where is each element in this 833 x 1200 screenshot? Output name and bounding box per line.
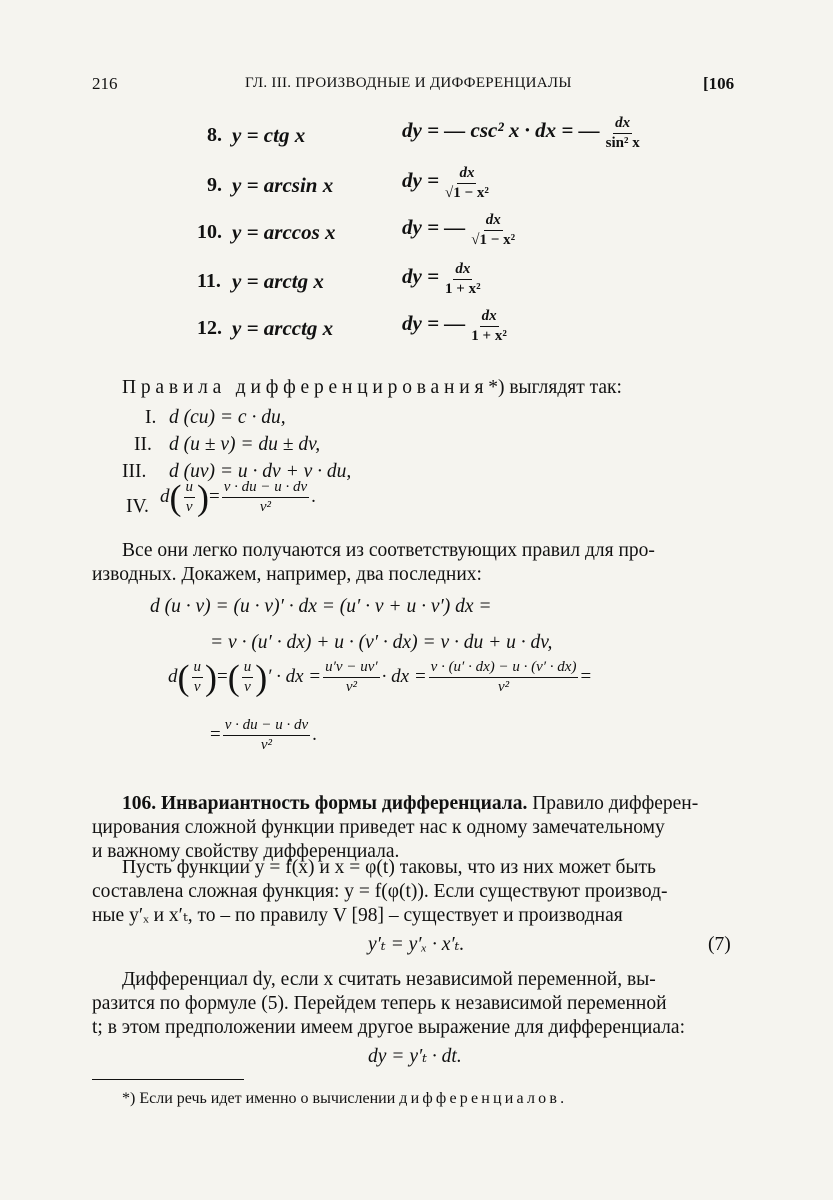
rule-formula: d (u ± v) = du ± dv, (169, 434, 321, 455)
frac-denominator: v (244, 679, 251, 695)
prime-dx: ′ · dx = (267, 665, 322, 687)
paragraph-line: изводных. Докажем, например, два последних: (92, 564, 482, 585)
table-row-number: 12. (197, 317, 222, 339)
frac-numerator: v · (u′ · dx) − u · (v′ · dx) (429, 660, 579, 678)
rule-roman: IV. (126, 496, 149, 517)
paragraph-line: разится по формуле (5). Перейдем теперь к независимой переменной (92, 993, 667, 1014)
rule-formula: d (uv) = u · dv + v · du, (169, 461, 352, 482)
frac-numerator: dx (480, 309, 499, 327)
table-row-number: 9. (207, 174, 222, 196)
d-symbol: d (168, 665, 178, 687)
rules-intro-spaced: Правила дифференцирования (122, 377, 489, 398)
frac-numerator: dx (457, 166, 476, 184)
frac-denominator: √1 − x² (471, 232, 516, 248)
frac-numerator: v · du − u · dv (222, 480, 309, 498)
section-ref: [106 (703, 74, 735, 93)
end-period: . (311, 485, 316, 507)
rule-roman: II. (134, 434, 152, 455)
equals: = (210, 723, 221, 745)
table-row-differential (402, 262, 483, 297)
table-row-function: y = arctg x (232, 269, 324, 293)
frac-denominator: v² (260, 737, 273, 753)
frac-denominator: v (185, 499, 193, 515)
dx-equals: · dx = (381, 665, 427, 687)
table-row-function: y = arcctg x (232, 316, 334, 340)
table-row-function: y = arcsin x (232, 173, 334, 197)
section-heading: 106. Инвариантность формы дифференциала. (122, 793, 528, 814)
frac-denominator: 1 + x² (471, 328, 507, 344)
diff-prefix: dy = — csc² x · dx = — (402, 118, 600, 143)
frac-denominator: v² (345, 679, 357, 695)
equation-7: y′ₜ = y′ₓ · x′ₜ. (368, 934, 465, 955)
footnote-rule (92, 1079, 244, 1080)
equation-number: (7) (708, 934, 731, 955)
table-row-function: y = ctg x (232, 123, 306, 147)
diff-prefix: dy = (402, 264, 440, 289)
paragraph-line: и важному свойству дифференциала. (92, 841, 400, 862)
frac-numerator: u (242, 660, 254, 678)
paragraph-line: составлена сложная функция: y = f(φ(t)). Если существуют производ- (92, 881, 668, 902)
table-row-number: 8. (207, 124, 222, 146)
rule-iv-formula: d( $\frac{u}{v}$ )= $\frac{v \cdot du - u \cdot dv}{\text{v²}}$ . (160, 477, 316, 518)
diff-prefix: dy = — (402, 311, 466, 336)
paragraph-line: Пусть функции y = f(x) и x = φ(t) таковы, что из них может быть (122, 857, 656, 878)
frac-numerator: dx (613, 116, 632, 134)
derivation-line-4 (210, 718, 317, 753)
rule-roman: III. (122, 461, 147, 482)
section-heading-line (122, 791, 698, 816)
frac-numerator: dx (484, 213, 503, 231)
frac-numerator: u (192, 660, 204, 678)
frac-denominator: v (193, 679, 201, 695)
rule-roman: I. (145, 407, 157, 428)
table-row-differential (402, 116, 642, 151)
table-row-differential (402, 166, 491, 201)
section-intro: Правило дифферен- (532, 793, 699, 814)
footnote (122, 1090, 567, 1108)
equals: = (580, 665, 592, 687)
paragraph-line: Дифференциал dy, если x считать независимой переменной, вы- (122, 969, 656, 990)
rules-intro-rest: *) выглядят так: (488, 377, 622, 398)
footnote-text: *) Если речь идет именно о вычислении (122, 1090, 396, 1107)
frac-denominator: 1 + x² (445, 281, 481, 297)
table-row-differential (402, 309, 509, 344)
table-row-differential (402, 213, 517, 248)
derivation-line-1: d (u · v) = (u · v)′ · dx = (u′ · v + u · v′) dx = (150, 596, 492, 617)
diff-prefix: dy = — (402, 215, 466, 240)
equals: = (217, 665, 228, 687)
running-title: ГЛ. III. ПРОИЗВОДНЫЕ И ДИФФЕРЕНЦИАЛЫ (245, 75, 572, 91)
frac-numerator: dx (453, 262, 472, 280)
frac-denominator: v² (497, 679, 510, 695)
frac-denominator: v² (259, 499, 272, 515)
derivation-line-3: d( $\frac{u}{v}$ )=( $\frac{u}{v}$ )′ · dx = $\frac{u'v - uv'}{\text{v²}}$ · dx = $\frac{v \cdot (u' \cdot dx) - u \cdot (v' \cdot dx)}{\text{v²}}$ = (168, 657, 592, 698)
rules-intro (122, 375, 622, 400)
frac-denominator: √1 − x² (445, 185, 489, 201)
table-row-number: 11. (197, 270, 221, 292)
d-symbol: d (160, 485, 170, 507)
page-number: 216 (92, 74, 118, 93)
end-period: . (312, 723, 317, 745)
paragraph-line: ные y′ₓ и x′ₜ, то – по правилу V [98] – существует и производная (92, 905, 623, 926)
equation-last: dy = y′ₜ · dt. (368, 1046, 462, 1067)
rule-formula: d (cu) = c · du, (169, 407, 286, 428)
frac-numerator: u (184, 480, 196, 498)
table-row-number: 10. (197, 221, 222, 243)
frac-denominator: sin² x (605, 135, 640, 151)
table-row-function: y = arccos x (232, 220, 336, 244)
frac-numerator: u′v − uv′ (323, 660, 380, 678)
frac-numerator: v · du − u · dv (223, 718, 310, 736)
derivation-line-2: = v · (u′ · dx) + u · (v′ · dx) = v · du + u · dv, (210, 632, 553, 653)
footnote-spaced: дифференциалов. (399, 1090, 568, 1107)
paragraph-line: Все они легко получаются из соответствующих правил для про- (122, 540, 655, 561)
paragraph-line: цирования сложной функции приведет нас к одному замечательному (92, 817, 665, 838)
diff-prefix: dy = (402, 168, 440, 193)
paragraph-line: t; в этом предположении имеем другое выражение для дифференциала: (92, 1017, 685, 1038)
